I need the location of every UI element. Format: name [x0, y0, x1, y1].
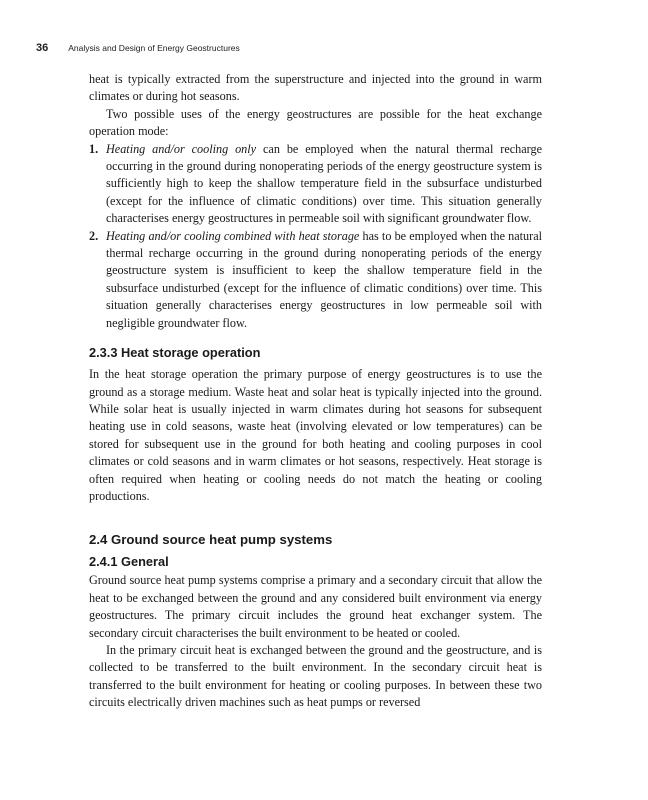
running-title: Analysis and Design of Energy Geostructures — [68, 43, 240, 53]
mode-item-1 — [89, 141, 542, 228]
mode-number: 2. — [89, 228, 99, 243]
general-paragraph-1: Ground source heat pump systems comprise a primary and a secondary circuit that allow the heat to be exchanged between the ground and any considered built environment via energy geostructures. The primary circuit includes the ground heat exchanger system. The secondary circuit characterises the built environment to be heated or cooled. — [89, 573, 542, 640]
mode-item-2 — [89, 228, 542, 332]
section-heading-2-4: 2.4 Ground source heat pump systems — [89, 532, 333, 548]
mode-number: 1. — [89, 141, 99, 156]
mode-title: Heating and/or cooling combined with heat storage — [106, 228, 360, 243]
heat-storage-paragraph: In the heat storage operation the primary purpose of energy geostructures is to use the ground as a storage medium. Waste heat and solar heat is typically injected into the ground. While solar heat is usually injected in warm climates during hot seasons for subsequent heating use in cold seasons, waste heat (involving elevated or low temperatures) can be stored for subsequent use in the ground for both heating and cooling purposes in cool climates or cold seasons and in warm climates or hot seasons, respectively. Heat storage is often required when heating or cooling needs do not match the heating or cooling productions. — [89, 367, 542, 503]
general-paragraph-2: In the primary circuit heat is exchanged between the ground and the geostructure, and is collected to be transferred to the built environment. In the secondary circuit heat is transferred to the built environment for heating or cooling purposes. In between these two circuits electrically driven machines such as heat pumps or reversed — [89, 642, 542, 710]
modes-intro-paragraph: Two possible uses of the energy geostructures are possible for the heat exchange operation mode: — [89, 106, 542, 139]
page-number: 36 — [36, 42, 49, 54]
section-heading-2-4-1: 2.4.1 General — [89, 554, 169, 570]
mode-text: can be employed when the natural thermal recharge occurring in the ground during nonoperating periods of the energy geostructure system is sufficiently high to keep the shallow temperature field in the subsurface undisturbed (except for the influence of climatic conditions) over time. This situation generally characterises energy geostructures in permeable soil with significant groundwater flow. — [106, 141, 542, 226]
running-header — [36, 42, 240, 54]
page-body — [89, 71, 542, 712]
section-heading-2-3-3: 2.3.3 Heat storage operation — [89, 345, 261, 361]
mode-title: Heating and/or cooling only — [106, 141, 257, 156]
mode-text: has to be employed when the natural thermal recharge occurring in the ground during nonoperating periods of the energy geostructure system is insufficient to keep the shallow temperature field in the subsurface undisturbed (except for the influence of climatic conditions) over time. This situation generally characterises energy geostructures in low permeable soil with negligible groundwater flow. — [106, 228, 542, 330]
intro-paragraph: heat is typically extracted from the superstructure and injected into the ground in warm climates or during hot seasons. — [89, 72, 542, 104]
